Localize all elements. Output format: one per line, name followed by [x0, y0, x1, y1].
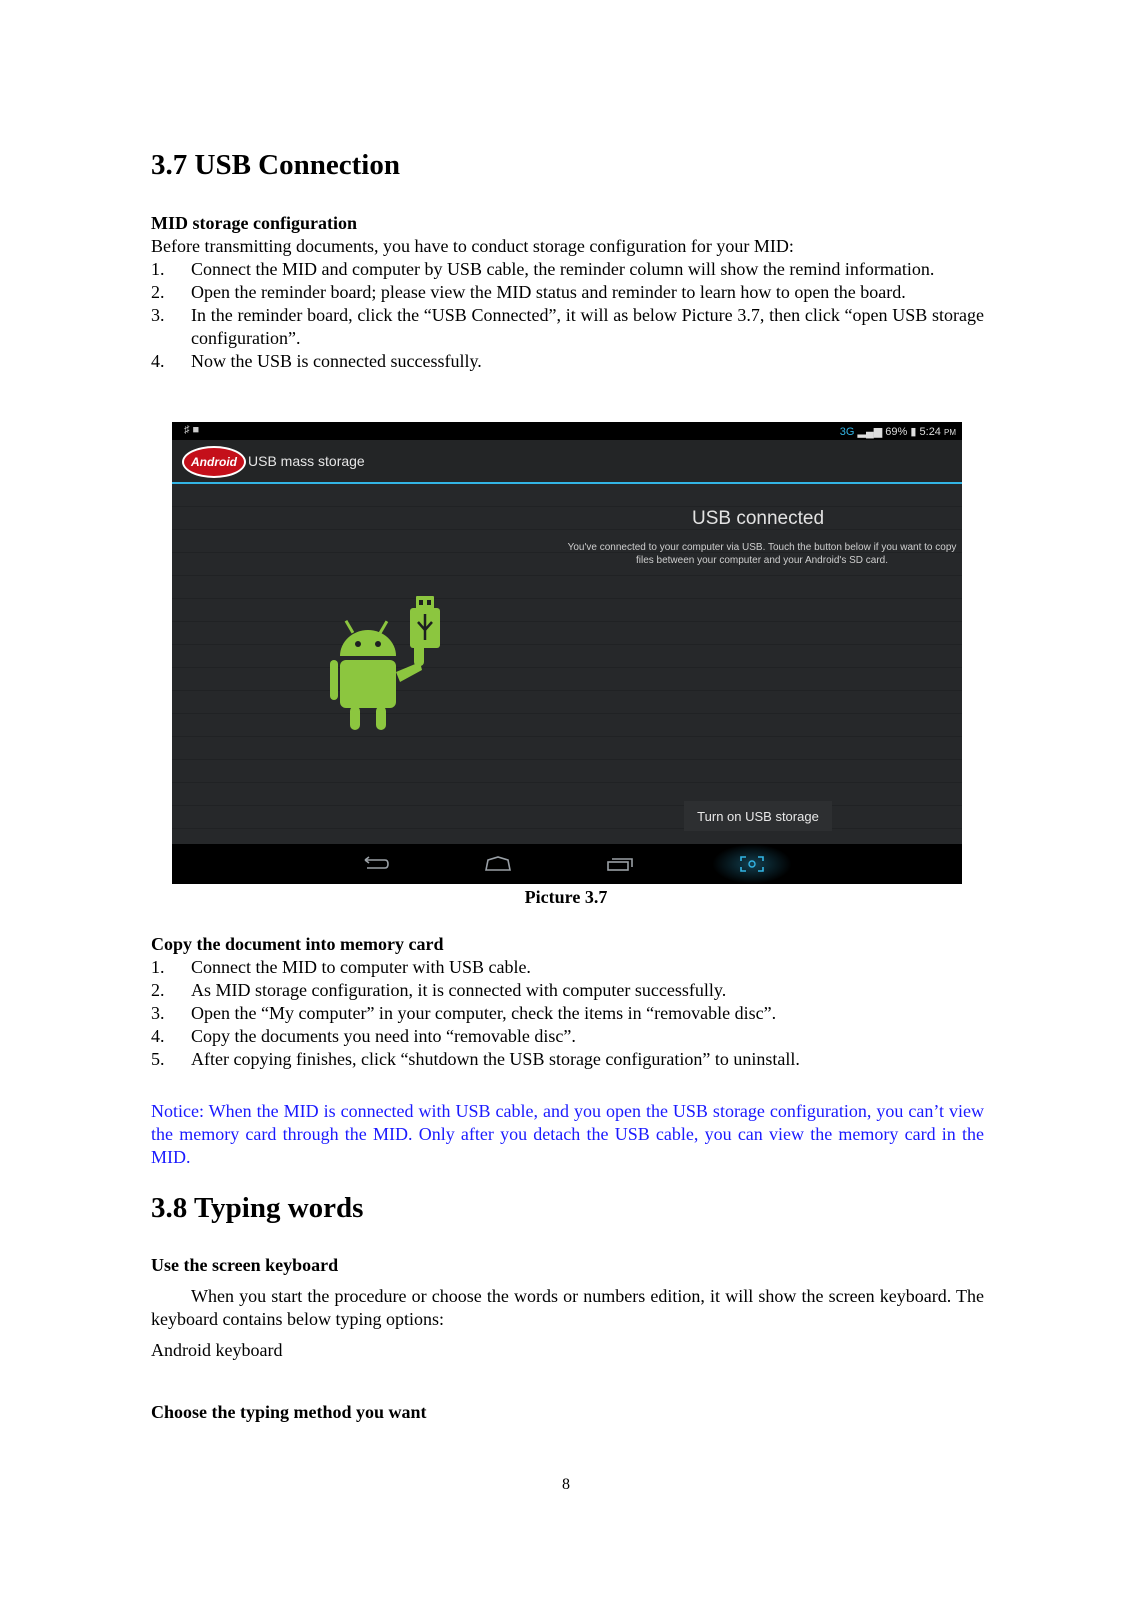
subheading-screen-keyboard: Use the screen keyboard — [151, 1255, 339, 1275]
battery-level: 69% — [885, 426, 908, 438]
intro-paragraph: Before transmitting documents, you have to conduct storage configuration for your MID: — [151, 236, 794, 256]
navigation-bar — [172, 844, 962, 884]
list-number: 4. — [151, 1026, 165, 1046]
keyboard-block — [151, 1254, 984, 1362]
home-icon[interactable] — [478, 852, 518, 876]
list-number: 4. — [151, 351, 165, 371]
list-number: 2. — [151, 282, 165, 302]
usb-screenshot — [172, 422, 962, 884]
list-item — [151, 1048, 984, 1071]
picture-caption: Picture 3.7 — [524, 887, 608, 907]
list-item — [151, 979, 984, 1002]
page-number: 8 — [562, 1476, 570, 1493]
keyboard-paragraph: When you start the procedure or choose the words or numbers edition, it will show the screen keyboard. The keyboard contains below typing options: — [151, 1286, 984, 1329]
list-text: In the reminder board, click the “USB Connected”, it will as below Picture 3.7, then click “open USB storage configuration”. — [191, 305, 984, 348]
list-item — [151, 1025, 984, 1048]
list-item — [151, 304, 984, 350]
subheading-copy-document: Copy the document into memory card — [151, 934, 444, 954]
list-item — [151, 1002, 984, 1025]
list-text: Open the “My computer” in your computer, check the items in “removable disc”. — [191, 1003, 777, 1023]
subheading-typing-method: Choose the typing method you want — [151, 1402, 427, 1422]
action-bar-title: USB mass storage — [248, 453, 365, 469]
mid-storage-block — [151, 212, 984, 373]
clock-ampm: PM — [944, 428, 956, 437]
turn-on-usb-storage-button[interactable]: Turn on USB storage — [684, 801, 832, 831]
typing-method-block — [151, 1401, 984, 1424]
list-number: 5. — [151, 1049, 165, 1069]
usb-content-area — [172, 484, 962, 844]
usb-connected-description: You've connected to your computer via USB. Touch the button below if you want to copy files between your computer and your Android's SD card. — [567, 542, 957, 566]
list-item — [151, 956, 984, 979]
notice-text: Notice: When the MID is connected with USB cable, and you open the USB storage configuration, you can’t view the memory card through the MID. Only after you detach the USB cable, you can view the memory card in the MID. — [151, 1101, 984, 1167]
list-text: As MID storage configuration, it is connected with computer successfully. — [191, 980, 727, 1000]
section-heading: 3.7 USB Connection — [151, 149, 400, 181]
subheading-mid-storage: MID storage configuration — [151, 213, 357, 233]
list-text: Open the reminder board; please view the MID status and reminder to learn how to open the board. — [191, 282, 906, 302]
section-3-7 — [151, 150, 984, 182]
list-item — [151, 281, 984, 304]
notice-block — [151, 1100, 984, 1169]
status-indicators — [840, 425, 956, 438]
network-indicator: 3G — [839, 426, 855, 438]
screenshot-icon[interactable] — [732, 852, 772, 876]
list-number: 3. — [151, 305, 165, 325]
back-icon[interactable] — [354, 852, 394, 876]
list-text: Now the USB is connected successfully. — [191, 351, 482, 371]
list-number: 1. — [151, 957, 165, 977]
action-bar — [172, 440, 962, 484]
battery-icon: ▮ — [910, 426, 917, 438]
usb-connected-title: USB connected — [692, 508, 825, 529]
list-number: 2. — [151, 980, 165, 1000]
status-bar — [172, 422, 962, 440]
section-3-8 — [151, 1193, 984, 1225]
android-logo: Android — [182, 446, 246, 478]
android-usb-robot-icon — [330, 594, 455, 739]
clock: 5:24 — [919, 426, 941, 438]
usb-notification-icon: ♯ ■ — [184, 424, 200, 436]
keyboard-option: Android keyboard — [151, 1340, 283, 1360]
list-number: 1. — [151, 259, 165, 279]
list-text: Connect the MID and computer by USB cable, the reminder column will show the remind information. — [191, 259, 935, 279]
recent-apps-icon[interactable] — [600, 852, 640, 876]
copy-document-block — [151, 933, 984, 1071]
list-number: 3. — [151, 1003, 165, 1023]
list-item — [151, 258, 984, 281]
list-item — [151, 350, 984, 373]
signal-icon: ▂▄▆ — [857, 426, 883, 438]
section-heading: 3.8 Typing words — [151, 1192, 364, 1224]
list-text: Connect the MID to computer with USB cable. — [191, 957, 531, 977]
list-text: After copying finishes, click “shutdown the USB storage configuration” to uninstall. — [191, 1049, 800, 1069]
list-text: Copy the documents you need into “removable disc”. — [191, 1026, 576, 1046]
